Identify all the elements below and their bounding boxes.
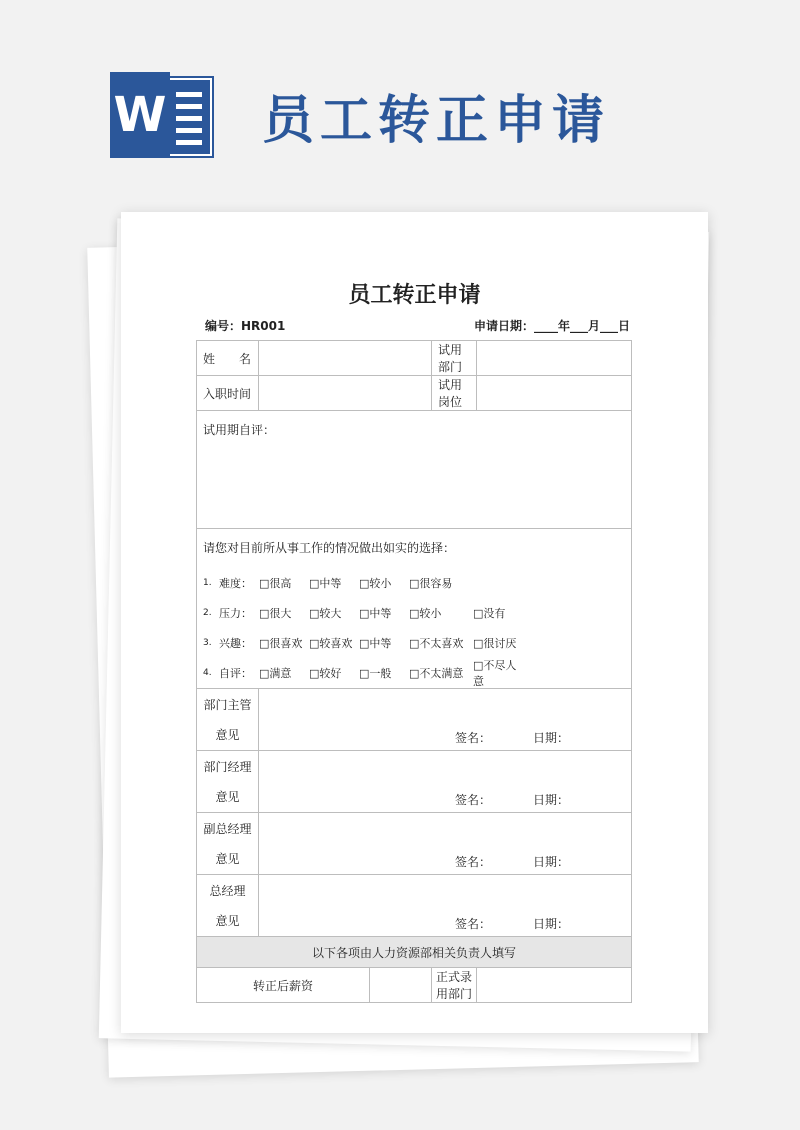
option-checkbox[interactable]: □较小 (359, 577, 392, 590)
option-checkbox[interactable]: □较大 (309, 607, 342, 620)
opinion-field-dept-manager[interactable] (259, 751, 632, 813)
option-checkbox[interactable]: □很喜欢 (259, 637, 303, 650)
document-title: 员工转正申请 (348, 283, 481, 308)
option-checkbox[interactable]: □很讨厌 (473, 637, 517, 650)
signature-date-label: 日期： (533, 793, 570, 807)
word-logo-icon: W (110, 72, 210, 158)
hire-date-field[interactable] (259, 376, 432, 411)
salary-label: 转正后薪资 (197, 968, 370, 1003)
probation-post-label: 试用岗位 (432, 376, 477, 411)
opinion-label-supervisor: 部门主管 意见 (197, 689, 259, 751)
signature-label: 签名： (455, 855, 492, 869)
option-checkbox[interactable]: □一般 (359, 667, 392, 680)
opinion-field-vice-gm[interactable] (259, 813, 632, 875)
opinion-field-supervisor[interactable] (259, 689, 632, 751)
application-date: 申请日期：____年___月___日 (473, 319, 630, 333)
self-evaluation-label: 试用期自评： (203, 423, 276, 437)
self-evaluation-field[interactable] (197, 411, 632, 529)
option-checkbox[interactable]: □中等 (359, 637, 392, 650)
signature-date-label: 日期： (533, 731, 570, 745)
banner-title: 员工转正申请 (262, 90, 611, 151)
option-checkbox[interactable]: □中等 (359, 607, 392, 620)
opinion-label-dept-manager: 部门经理 意见 (197, 751, 259, 813)
question-self-rating (197, 658, 631, 688)
signature-date-label: 日期： (533, 917, 570, 931)
opinion-label-gm: 总经理 意见 (197, 875, 259, 937)
question-number: 1. (203, 578, 212, 588)
question-label: 压力： (219, 607, 252, 620)
option-checkbox[interactable]: □很容易 (409, 577, 453, 590)
signature-label: 签名： (455, 731, 492, 745)
question-pressure (197, 598, 631, 628)
official-dept-field[interactable] (477, 968, 632, 1003)
question-label: 难度： (219, 577, 252, 590)
hr-section-note: 以下各项由人力资源部相关负责人填写 (197, 937, 632, 968)
salary-field[interactable] (370, 968, 432, 1003)
option-checkbox[interactable]: □不太满意 (409, 667, 464, 680)
document-page (121, 212, 708, 1033)
option-checkbox[interactable]: □没有 (473, 607, 506, 620)
option-checkbox[interactable]: □满意 (259, 667, 292, 680)
option-checkbox[interactable]: □很大 (259, 607, 292, 620)
question-number: 4. (203, 668, 212, 678)
option-checkbox[interactable]: □中等 (309, 577, 342, 590)
question-label: 自评： (219, 667, 252, 680)
hire-date-label: 入职时间 (197, 376, 259, 411)
option-checkbox[interactable]: □较好 (309, 667, 342, 680)
work-survey (197, 529, 632, 689)
question-difficulty (197, 568, 631, 598)
survey-intro: 请您对目前所从事工作的情况做出如实的选择： (203, 541, 456, 555)
name-label: 姓 名 (197, 341, 259, 376)
question-number: 3. (203, 638, 212, 648)
name-field[interactable] (259, 341, 432, 376)
probation-dept-label: 试用部门 (432, 341, 477, 376)
official-dept-label: 正式录用部门 (432, 968, 477, 1003)
option-checkbox[interactable]: □不太喜欢 (409, 637, 464, 650)
document-number: 编号：HR001 (205, 319, 286, 333)
question-number: 2. (203, 608, 212, 618)
option-checkbox[interactable]: □较小 (409, 607, 442, 620)
banner-header (110, 70, 610, 160)
question-label: 兴趣： (219, 637, 252, 650)
signature-label: 签名： (455, 793, 492, 807)
opinion-field-gm[interactable] (259, 875, 632, 937)
option-checkbox[interactable]: □较喜欢 (309, 637, 353, 650)
signature-date-label: 日期： (533, 855, 570, 869)
question-interest (197, 628, 631, 658)
application-form-table (196, 340, 632, 1003)
probation-dept-field[interactable] (477, 341, 632, 376)
option-checkbox[interactable]: □很高 (259, 577, 292, 590)
opinion-label-vice-gm: 副总经理 意见 (197, 813, 259, 875)
option-checkbox[interactable]: □不尽人意 (473, 659, 517, 688)
probation-post-field[interactable] (477, 376, 632, 411)
signature-label: 签名： (455, 917, 492, 931)
